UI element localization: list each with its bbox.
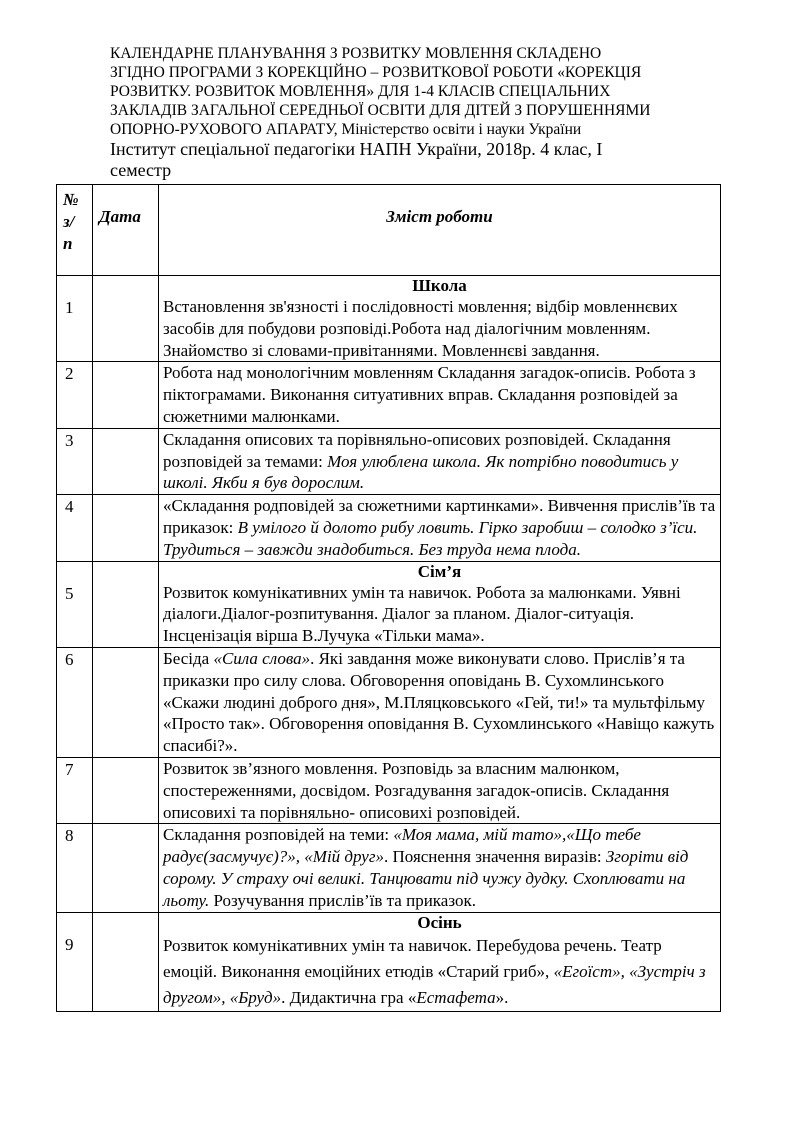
row-content — [159, 757, 721, 823]
table-header-row — [57, 185, 721, 276]
row-date — [93, 561, 159, 647]
row-number: 3 — [57, 428, 93, 494]
row-date — [93, 912, 159, 1011]
row-content — [159, 276, 721, 362]
content-text: Встановлення зв'язності і послідовності мовлення; відбір мовленнєвих засобів для побудови розповіді.Робота над діалогічним мовленням. Знайомство зі словами-привітаннями. Мовленнєві завдання. — [163, 297, 678, 360]
content-text: Робота над монологічним мовленням Складання загадок-описів. Робота з піктограмами. Виконання ситуативних вправ. Складання розповідей за сюжетними малюнками. — [163, 363, 696, 426]
table-row — [57, 757, 721, 823]
content-text: Розвиток комунікативних умін та навичок. Робота за малюнками. Уявні діалоги.Діалог-розпитування. Діалог за планом. Діалог-ситуація. Інсценізація вірша В.Лучука «Тільки мама». — [163, 582, 681, 646]
header-number-line: № — [63, 190, 79, 209]
row-content — [159, 495, 721, 561]
content-text-italic: Моя улюблена школа. Як потрібно поводитись у школі. Якби я був дорослим. — [163, 451, 679, 493]
content-text-italic: «Сила слова» — [213, 648, 311, 668]
table-row — [57, 912, 721, 1011]
row-date — [93, 362, 159, 428]
row-date — [93, 757, 159, 823]
row-content — [159, 428, 721, 494]
content-text: Бесіда — [163, 648, 214, 668]
content-text-italic: В умілого й долото рибу ловить. Гірко заробиш – солодко з’їси. Трудиться – завжди знадобиться. Без труда нема плода. — [163, 517, 698, 559]
row-content — [159, 647, 721, 757]
row-number: 8 — [57, 824, 93, 912]
section-heading: Осінь — [417, 912, 462, 932]
table-row — [57, 362, 721, 428]
title-line: РОЗВИТКУ. РОЗВИТОК МОВЛЕННЯ» ДЛЯ 1-4 КЛАСІВ СПЕЦІАЛЬНИХ — [110, 83, 611, 100]
row-number: 5 — [57, 561, 93, 647]
table-row — [57, 561, 721, 647]
content-text: Складання розповідей на теми: — [163, 825, 394, 845]
title-line: ОПОРНО-РУХОВОГО АПАРАТУ, Міністерство освіти і науки України — [110, 121, 582, 138]
content-text: Розвиток комунікативних умін та навичок. Перебудова речень. Театр емоцій. Виконання емоційних етюдів «Старий гриб», — [163, 935, 662, 981]
row-date — [93, 428, 159, 494]
row-date — [93, 647, 159, 757]
header-number-line: з/ — [63, 212, 75, 231]
section-heading: Сім’я — [417, 561, 462, 581]
row-number: 7 — [57, 757, 93, 823]
row-number: 9 — [57, 912, 93, 1011]
content-text: Розучування прислів’їв та приказок. — [209, 890, 476, 910]
row-date — [93, 495, 159, 561]
content-text: . Дидактична гра « — [281, 987, 417, 1007]
row-date — [93, 824, 159, 912]
row-number: 4 — [57, 495, 93, 561]
row-content — [159, 561, 721, 647]
content-text: . Пояснення значення виразів: — [383, 847, 606, 867]
table-row — [57, 647, 721, 757]
row-content — [159, 824, 721, 912]
content-text-italic: Естафета — [416, 987, 496, 1007]
content-text: «Складання родповідей за сюжетними картинками». Вивчення прислів’їв та приказок: — [163, 496, 716, 537]
header-date: Дата — [93, 185, 159, 276]
table-row — [57, 428, 721, 494]
plan-table — [56, 184, 721, 1012]
content-text-italic: Згоріти від сорому. У страху очі великі. Танцювати під чужу дудку. Схоплювати на льоту. — [163, 847, 689, 910]
title-line: ЗГІДНО ПРОГРАМИ З КОРЕКЦІЙНО – РОЗВИТКОВОЇ РОБОТИ «КОРЕКЦІЯ — [110, 64, 642, 81]
content-text-italic: «Моя мама, мій тато»,«Що тебе радує(засмучує)?», «Мій друг» — [163, 825, 641, 867]
row-date — [93, 276, 159, 362]
content-text: Розвиток зв’язного мовлення. Розповідь за власним малюнком, спостереженнями, досвідом. Розгадування загадок-описів. Складання описовихі та порівняльно- описовихі розповідей. — [163, 758, 670, 822]
section-heading: Школа — [412, 276, 467, 295]
title-line: КАЛЕНДАРНЕ ПЛАНУВАННЯ З РОЗВИТКУ МОВЛЕННЯ СКЛАДЕНО — [110, 45, 602, 62]
header-number-line: п — [63, 234, 73, 253]
title-line: Інститут спеціальної педагогіки НАПН України, 2018р. 4 клас, І — [110, 139, 603, 159]
content-text-italic: «Егоїст», «Зустріч з другом», «Бруд» — [163, 961, 706, 1007]
title-line: ЗАКЛАДІВ ЗАГАЛЬНОЇ СЕРЕДНЬОЇ ОСВІТИ ДЛЯ ДІТЕЙ З ПОРУШЕННЯМИ — [110, 102, 651, 119]
row-number: 1 — [57, 276, 93, 362]
content-text: ». — [495, 987, 509, 1007]
row-content — [159, 912, 721, 1011]
header-number — [57, 185, 93, 276]
table-row — [57, 276, 721, 362]
document-title — [110, 44, 710, 181]
content-text: Складання описових та порівняльно-описових розповідей. Складання розповідей за темами: — [163, 429, 671, 471]
row-number: 2 — [57, 362, 93, 428]
content-text: . Які завдання може виконувати слово. Прислів’я та приказки про силу слова. Обговорення оповідань В. Сухомлинського «Скажи людині доброго дня», М.Пляцковського «Гей, ти!» та мультфільму «Просто так». Обговорення оповідання В. Сухомлинського «Навіщо кажуть спасибі?». — [163, 648, 715, 756]
table-row — [57, 824, 721, 912]
row-number: 6 — [57, 647, 93, 757]
row-content — [159, 362, 721, 428]
table-row — [57, 495, 721, 561]
title-line: семестр — [110, 160, 172, 180]
header-content: Зміст роботи — [159, 185, 721, 276]
